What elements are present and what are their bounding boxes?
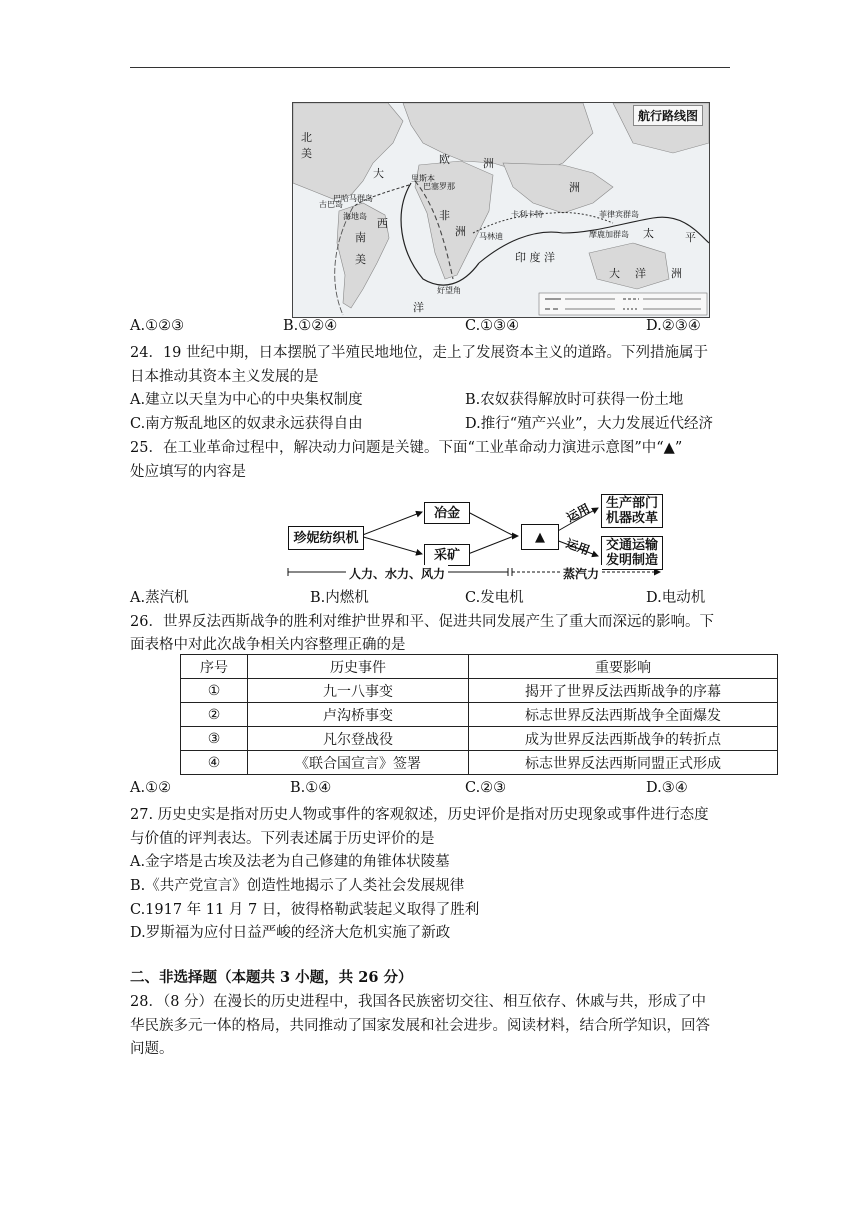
cell-impact: 成为世界反法西斯战争的转折点 <box>469 727 778 751</box>
q25-option-c: C.发电机 <box>465 590 524 606</box>
q24-option-c: C.南方叛乱地区的奴隶永远获得自由 <box>130 416 363 432</box>
q26-option-b: B.①④ <box>290 780 332 796</box>
table-row <box>181 751 778 775</box>
map-place-lisbon: 里斯本 <box>411 174 435 183</box>
map-label-atlantic-2: 西 <box>377 217 388 230</box>
box-production <box>601 494 663 528</box>
section2-heading: 二、非选择题（本题共 3 小题，共 26 分） <box>130 969 413 986</box>
q25-option-a: A.蒸汽机 <box>130 590 189 606</box>
q28-line1: 28．（8 分）在漫长的历史进程中，我国各民族密切交往、相互依存、休戚与共，形成了中 <box>130 994 707 1010</box>
cell-impact: 揭开了世界反法西斯战争的序幕 <box>469 679 778 703</box>
map-label-africa-2: 洲 <box>455 225 466 238</box>
box-transport <box>601 536 663 570</box>
box-transport-line2: 发明制造 <box>605 553 658 568</box>
map-label-oceania-1: 大 <box>609 267 620 280</box>
q28-line2: 华民族多元一体的格局，共同推动了国家发展和社会进步。阅读材料，结合所学知识，回答 <box>130 1018 710 1034</box>
map-place-moluccas: 摩鹿加群岛 <box>589 230 629 239</box>
map-title: 航行路线图 <box>633 105 703 126</box>
map-label-europe: 欧 <box>439 153 450 166</box>
box-spinning-jenny: 珍妮纺织机 <box>288 526 364 550</box>
cell-no: ② <box>181 703 248 727</box>
map-label-pacific-2: 平 <box>685 231 696 244</box>
map-label-europe-2: 洲 <box>483 157 494 170</box>
map-label-america: 美 <box>301 147 312 160</box>
q27-option-c: C.1917 年 11 月 7 日，彼得格勒武装起义取得了胜利 <box>130 902 480 918</box>
q25-option-d: D.电动机 <box>646 590 706 606</box>
q27-option-a: A.金字塔是古埃及法老为自己修建的角锥体状陵墓 <box>130 854 450 870</box>
q24-option-a: A.建立以天皇为中心的中央集权制度 <box>130 392 363 408</box>
q25-stem-line1: 25．在工业革命过程中，解决动力问题是关键。下面“工业革命动力演进示意图”中“▲” <box>130 440 683 456</box>
map-label-oceania-2: 洋 <box>635 267 646 280</box>
table-row <box>181 727 778 751</box>
map-label-oceania-3: 洲 <box>671 267 682 280</box>
box-mining: 采矿 <box>424 544 470 566</box>
box-production-line2: 机器改革 <box>605 511 658 526</box>
cell-event: 卢沟桥事变 <box>248 703 469 727</box>
q23-option-b: B.①②④ <box>283 318 338 334</box>
map-label-pacific: 太 <box>643 227 654 240</box>
q27-stem-line1: 27. 历史史实是指对历史人物或事件的客观叙述，历史评价是指对历史现象或事件进行态度 <box>130 807 709 823</box>
map-place-malindi: 马林迪 <box>479 232 503 241</box>
header-no: 序号 <box>181 655 248 679</box>
table-header-row <box>181 655 778 679</box>
cell-no: ④ <box>181 751 248 775</box>
q26-option-c: C.②③ <box>465 780 507 796</box>
box-blank-triangle: ▲ <box>521 524 559 550</box>
map-place-cape: 好望角 <box>437 286 461 295</box>
map-label-ocean-bottom: 洋 <box>413 301 424 314</box>
cell-event: 凡尔登战役 <box>248 727 469 751</box>
header-impact: 重要影响 <box>469 655 778 679</box>
map-place-calicut: 卡利卡特 <box>511 210 543 219</box>
q23-option-a: A.①②③ <box>130 318 185 334</box>
q27-option-b: B.《共产党宣言》创造性地揭示了人类社会发展规律 <box>130 878 465 894</box>
box-production-line1: 生产部门 <box>605 496 658 511</box>
q24-option-d: D.推行“殖产兴业”，大力发展近代经济 <box>465 416 714 432</box>
map-place-philippines: 菲律宾群岛 <box>599 210 639 219</box>
header-rule <box>130 67 730 68</box>
q26-stem-line1: 26．世界反法西斯战争的胜利对维护世界和平、促进共同发展产生了重大而深远的影响。下 <box>130 614 714 630</box>
map-label-atlantic: 大 <box>373 167 384 180</box>
q24-stem-line2: 日本推动其资本主义发展的是 <box>130 369 319 385</box>
q26-option-d: D.③④ <box>646 780 688 796</box>
q26-stem-line2: 面表格中对此次战争相关内容整理正确的是 <box>130 637 406 653</box>
q28-line3: 问题。 <box>130 1041 174 1057</box>
header-event: 历史事件 <box>248 655 469 679</box>
label-apply-1: 运用 <box>564 501 593 525</box>
map-label-africa: 非 <box>439 209 450 222</box>
cell-impact: 标志世界反法西斯战争全面爆发 <box>469 703 778 727</box>
label-apply-2: 运用 <box>564 536 592 558</box>
cell-impact: 标志世界反法西斯同盟正式形成 <box>469 751 778 775</box>
ww2-events-table <box>180 654 778 775</box>
q23-option-c: C.①③④ <box>465 318 520 334</box>
map-label-south-america: 美 <box>355 253 366 266</box>
map-label-asia: 洲 <box>569 181 580 194</box>
cell-no: ③ <box>181 727 248 751</box>
voyage-map <box>292 102 710 318</box>
map-graphic <box>293 103 709 317</box>
q24-option-b: B.农奴获得解放时可获得一份土地 <box>465 392 684 408</box>
map-place-haiti: 海地岛 <box>343 212 367 221</box>
label-power-steam: 蒸汽力 <box>560 565 602 582</box>
q26-option-a: A.①② <box>130 780 172 796</box>
map-place-cuba: 古巴岛 <box>319 200 343 209</box>
cell-event: 《联合国宣言》签署 <box>248 751 469 775</box>
map-label-north: 北 <box>301 131 312 144</box>
q25-stem-line2: 处应填写的内容是 <box>130 464 246 480</box>
table-row <box>181 703 778 727</box>
map-place-bahamas: 巴哈马群岛 <box>333 194 373 203</box>
q27-option-d: D.罗斯福为应付日益严峻的经济大危机实施了新政 <box>130 925 451 941</box>
map-label-south: 南 <box>355 231 366 244</box>
q25-option-b: B.内燃机 <box>310 590 369 606</box>
table-row <box>181 679 778 703</box>
map-place-barcelona: 巴塞罗那 <box>423 182 455 191</box>
cell-no: ① <box>181 679 248 703</box>
cell-event: 九一八事变 <box>248 679 469 703</box>
label-power-early: 人力、水力、风力 <box>346 565 448 582</box>
box-metallurgy: 冶金 <box>424 502 470 524</box>
map-label-indian-ocean: 印 度 洋 <box>515 251 555 264</box>
q27-stem-line2: 与价值的评判表达。下列表述属于历史评价的是 <box>130 831 435 847</box>
q24-stem-line1: 24．19 世纪中期，日本摆脱了半殖民地地位，走上了发展资本主义的道路。下列措施属于 <box>130 345 709 361</box>
box-transport-line1: 交通运输 <box>605 538 658 553</box>
q23-option-d: D.②③④ <box>646 318 701 334</box>
